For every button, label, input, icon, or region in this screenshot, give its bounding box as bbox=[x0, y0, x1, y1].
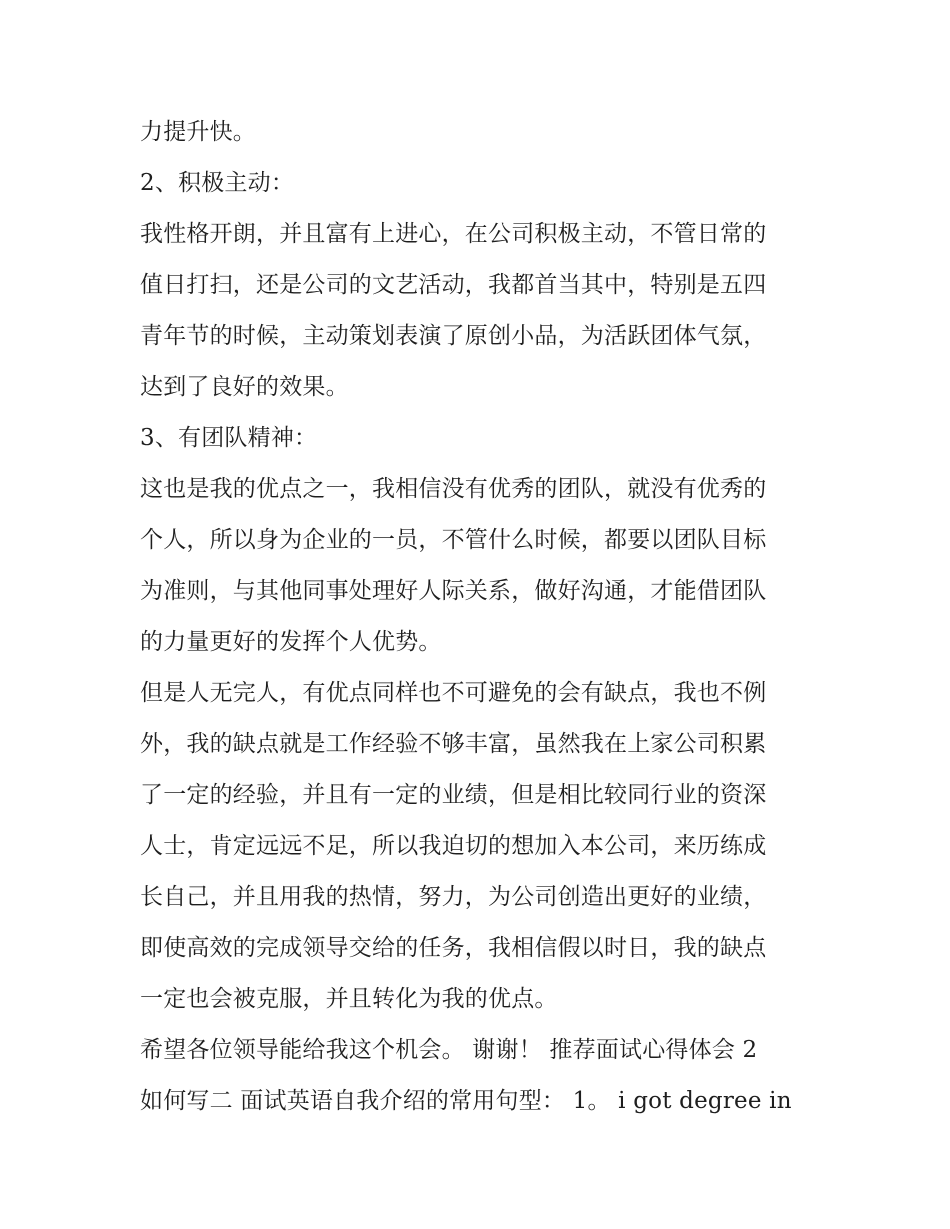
document-body bbox=[140, 107, 820, 1127]
text-line: 这也是我的优点之一，我相信没有优秀的团队，就没有优秀的 bbox=[140, 476, 767, 502]
text-line: 即使高效的完成领导交给的任务，我相信假以时日，我的缺点 bbox=[140, 935, 767, 961]
text-line: 我性格开朗，并且富有上进心，在公司积极主动，不管日常的 bbox=[140, 221, 767, 247]
text-line: 希望各位领导能给我这个机会。 谢谢！ 推荐面试心得体会 2 bbox=[140, 1037, 758, 1063]
text-line: 为准则，与其他同事处理好人际关系，做好沟通，才能借团队 bbox=[140, 578, 767, 604]
section-heading: 3、有团队精神： bbox=[140, 425, 318, 451]
text-line: 了一定的经验，并且有一定的业绩，但是相比较同行业的资深 bbox=[140, 782, 767, 808]
text-line: 值日打扫，还是公司的文艺活动，我都首当其中，特别是五四 bbox=[140, 272, 767, 298]
text-line: 青年节的时候，主动策划表演了原创小品，为活跃团体气氛， bbox=[140, 323, 767, 349]
text-line: 人士，肯定远远不足，所以我迫切的想加入本公司，来历练成 bbox=[140, 833, 767, 859]
text-line: 长自己，并且用我的热情，努力，为公司创造出更好的业绩， bbox=[140, 884, 767, 910]
text-line: 个人，所以身为企业的一员，不管什么时候，都要以团队目标 bbox=[140, 527, 767, 553]
text-line: 但是人无完人，有优点同样也不可避免的会有缺点，我也不例 bbox=[140, 680, 767, 706]
text-line: 一定也会被克服，并且转化为我的优点。 bbox=[140, 986, 558, 1012]
text-line: 外，我的缺点就是工作经验不够丰富，虽然我在上家公司积累 bbox=[140, 731, 767, 757]
text-line: 达到了良好的效果。 bbox=[140, 374, 349, 400]
text-line: 如何写二 面试英语自我介绍的常用句型： 1。 i got degree in bbox=[140, 1088, 792, 1114]
text-line: 的力量更好的发挥个人优势。 bbox=[140, 629, 442, 655]
text-line: 力提升快。 bbox=[140, 119, 256, 145]
section-heading: 2、积极主动： bbox=[140, 170, 295, 196]
